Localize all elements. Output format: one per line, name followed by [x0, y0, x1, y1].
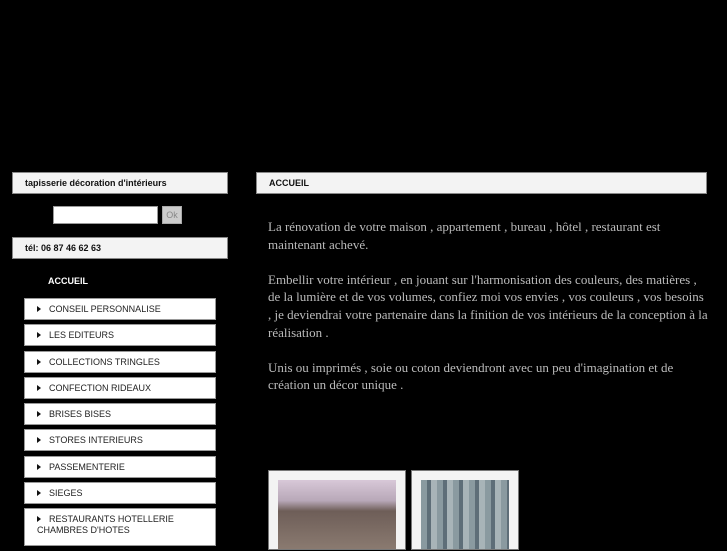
menu-item-editeurs[interactable]	[24, 324, 216, 346]
menu-label: CONFECTION RIDEAUX	[49, 382, 152, 393]
paragraph: La rénovation de votre maison , appartement , bureau , hôtel , restaurant est maintenant achevé.	[268, 219, 661, 252]
menu-item-conseil[interactable]	[24, 298, 216, 320]
menu-label: LES EDITEURS	[49, 330, 115, 341]
menu-item-stores[interactable]	[24, 429, 216, 451]
menu-label: RESTAURANTS HOTELLERIE	[49, 514, 174, 525]
search-input[interactable]	[53, 206, 158, 224]
search-ok-button[interactable]: Ok	[162, 206, 182, 224]
menu-item-restaurants[interactable]	[24, 508, 216, 546]
menu-label: PASSEMENTERIE	[49, 461, 125, 472]
nav-home[interactable]: ACCUEIL	[48, 276, 88, 286]
phone-number: tél: 06 87 46 62 63	[25, 243, 102, 253]
paragraph: Embellir votre intérieur , en jouant sur l'harmonisation des couleurs, des matières , de la lumière et de vos volumes, confiez moi vos envies , vos couleurs , vos besoins , je deviendrai votre partenaire dans la finition de vos intérieurs de la conception à la réalisation .	[268, 271, 708, 340]
paragraph: Unis ou imprimés , soie ou coton deviendront avec un peu d'imagination et de création un décor unique .	[268, 359, 674, 393]
arrow-right-icon	[37, 464, 41, 470]
arrow-right-icon	[37, 385, 41, 391]
photo-curtains-room	[278, 480, 396, 549]
arrow-right-icon	[37, 490, 41, 496]
menu-label: STORES INTERIEURS	[49, 435, 143, 446]
photo-curtains-floral	[421, 480, 509, 549]
site-title-box	[12, 172, 228, 194]
menu-label: SIEGES	[49, 488, 83, 499]
arrow-right-icon	[37, 411, 41, 417]
menu-label-line2: CHAMBRES D'HOTES	[37, 525, 130, 536]
menu-item-tringles[interactable]	[24, 351, 216, 373]
phone-box	[12, 237, 228, 259]
menu-label: BRISES BISES	[49, 409, 112, 420]
arrow-right-icon	[37, 306, 41, 312]
menu-item-brises-bises[interactable]	[24, 403, 216, 425]
menu-item-rideaux[interactable]	[24, 377, 216, 399]
photo-thumbnail[interactable]	[268, 470, 406, 550]
arrow-right-icon	[37, 359, 41, 365]
menu-item-passementerie[interactable]	[24, 456, 216, 478]
menu-label: CONSEIL PERSONNALISE	[49, 304, 161, 314]
sidebar-menu	[24, 298, 216, 551]
site-title: tapisserie décoration d'intérieurs	[25, 178, 167, 188]
arrow-right-icon	[37, 332, 41, 338]
menu-item-sieges[interactable]	[24, 482, 216, 504]
arrow-right-icon	[37, 516, 41, 522]
page-title-box	[256, 172, 707, 194]
menu-label: COLLECTIONS TRINGLES	[49, 356, 160, 367]
page-title: ACCUEIL	[269, 178, 309, 188]
photo-thumbnail[interactable]	[411, 470, 519, 550]
intro-text	[268, 218, 708, 412]
arrow-right-icon	[37, 437, 41, 443]
